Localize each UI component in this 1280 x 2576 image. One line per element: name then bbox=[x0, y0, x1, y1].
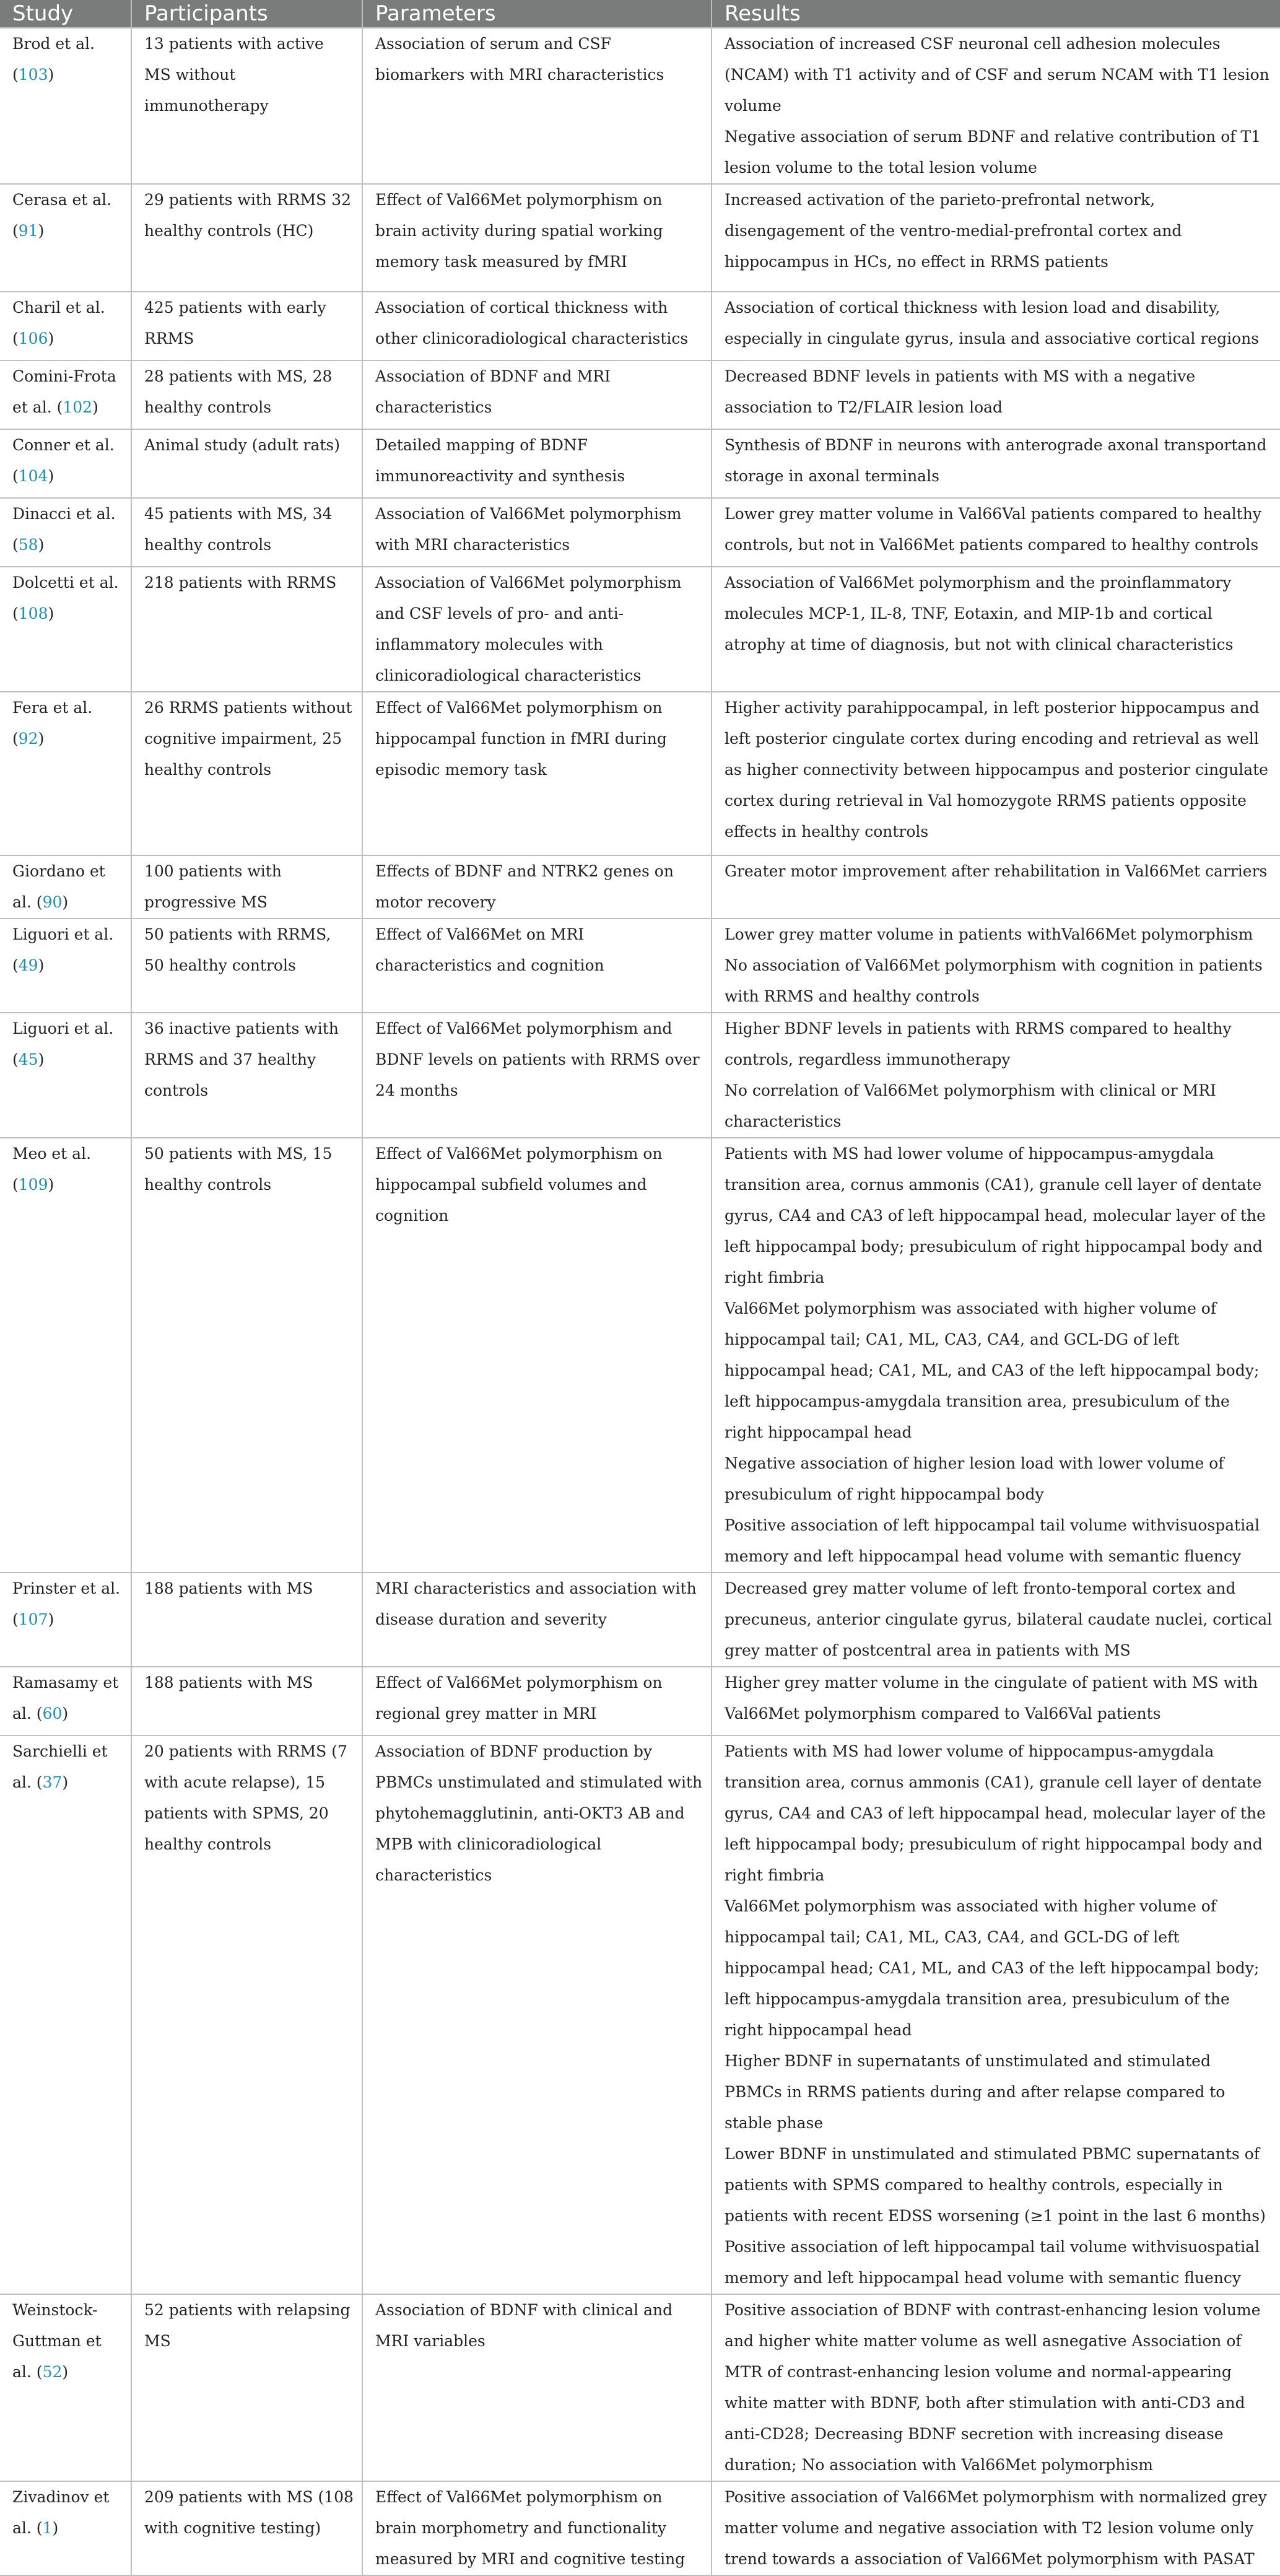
participants-cell: 100 patients with progressive MS bbox=[131, 855, 362, 919]
reference-link[interactable]: 107 bbox=[18, 1610, 48, 1628]
table-row bbox=[0, 1736, 1280, 2294]
result-line: Positive association of left hippocampal tail volume withvisuospatial memory and left hippocampal head volume with semantic fluency bbox=[725, 2238, 1260, 2287]
study-cell: Liguori et al. (45) bbox=[0, 1013, 131, 1138]
participants-cell: 52 patients with relapsing MS bbox=[131, 2294, 362, 2481]
reference-link[interactable]: 109 bbox=[18, 1176, 48, 1194]
participants-cell: Animal study (adult rats) bbox=[131, 429, 362, 498]
result-line: Positive association of Val66Met polymorphism with normalized grey matter volume and negative association with T2 lesion volume only trend towards a association of Val66Met polymorphism with PASAT bbox=[725, 2488, 1267, 2568]
study-cell: Ramasamy et al. (60) bbox=[0, 1667, 131, 1736]
results-cell bbox=[712, 498, 1280, 567]
study-name: Zivadinov et al. bbox=[12, 2488, 110, 2537]
table-row bbox=[0, 28, 1280, 184]
parameters-cell: Effects of BDNF and NTRK2 genes on motor recovery bbox=[362, 855, 712, 919]
results-cell bbox=[712, 567, 1280, 692]
result-line: Higher activity parahippocampal, in left posterior hippocampus and left posterior cingulate cortex during encoding and retrieval as well as higher connectivity between hippocampus and posterior cingulate cortex during retrieval in Val homozygote RRMS patients opposite effects in healthy controls bbox=[725, 699, 1268, 840]
results-cell bbox=[712, 292, 1280, 360]
reference-link[interactable]: 92 bbox=[18, 730, 38, 748]
results-cell bbox=[712, 429, 1280, 498]
parameters-cell: Association of Val66Met polymorphism and CSF levels of pro- and anti-inflammatory molecules with clinicoradiological characteristics bbox=[362, 567, 712, 692]
table-body bbox=[0, 28, 1280, 2575]
participants-cell: 209 patients with MS (108 with cognitive testing) bbox=[131, 2481, 362, 2575]
result-line: No association of Val66Met polymorphism with cognition in patients with RRMS and healthy controls bbox=[725, 956, 1263, 1005]
result-line: Higher BDNF in supernatants of unstimulated and stimulated PBMCs in RRMS patients during and after relapse compared to stable phase bbox=[725, 2052, 1226, 2132]
results-cell bbox=[712, 1667, 1280, 1736]
study-name: Giordano et al. bbox=[12, 862, 105, 911]
reference-link[interactable]: 45 bbox=[18, 1050, 38, 1068]
table-row bbox=[0, 184, 1280, 292]
result-line: Patients with MS had lower volume of hippocampus-amygdala transition area, cornus ammonis (CA1), granule cell layer of dentate gyrus, CA4 and CA3 of left hippocampal head, molecular layer of the left hippocampal body; presubiculum of right hippocampal body and right fimbria bbox=[725, 1742, 1266, 1884]
result-line: No correlation of Val66Met polymorphism with clinical or MRI characteristics bbox=[725, 1081, 1216, 1130]
study-cell: Comini-Frota et al. (102) bbox=[0, 360, 131, 429]
table-row bbox=[0, 292, 1280, 360]
reference-link[interactable]: 108 bbox=[18, 605, 48, 622]
result-line: Patients with MS had lower volume of hippocampus-amygdala transition area, cornus ammonis (CA1), granule cell layer of dentate gyrus, CA4 and CA3 of left hippocampal head, molecular layer of the left hippocampal body; presubiculum of right hippocampal body and right fimbria bbox=[725, 1145, 1266, 1286]
reference-link[interactable]: 91 bbox=[18, 222, 38, 240]
participants-cell: 188 patients with MS bbox=[131, 1573, 362, 1667]
study-cell: Conner et al. (104) bbox=[0, 429, 131, 498]
table-row bbox=[0, 1667, 1280, 1736]
result-line: Lower grey matter volume in Val66Val patients compared to healthy controls, but not in Val66Met patients compared to healthy controls bbox=[725, 505, 1261, 554]
results-cell bbox=[712, 919, 1280, 1013]
reference-link[interactable]: 102 bbox=[63, 398, 93, 416]
study-name: Conner et al. bbox=[12, 436, 115, 454]
result-line: Negative association of higher lesion load with lower volume of presubiculum of right hippocampal body bbox=[725, 1454, 1224, 1503]
reference-link[interactable]: 52 bbox=[42, 2363, 63, 2381]
study-name: Brod et al. bbox=[12, 35, 95, 53]
study-name: Prinster et al. bbox=[12, 1579, 121, 1597]
parameters-cell: Effect of Val66Met polymorphism and BDNF levels on patients with RRMS over 24 months bbox=[362, 1013, 712, 1138]
reference-link[interactable]: 104 bbox=[18, 467, 48, 485]
result-line: Association of Val66Met polymorphism and the proinflammatory molecules MCP-1, IL-8, TNF, Eotaxin, and MIP-1b and cortical atrophy at time of diagnosis, but not with clinical characteristics bbox=[725, 574, 1234, 653]
study-name: Ramasamy et al. bbox=[12, 1674, 119, 1722]
result-line: Lower BDNF in unstimulated and stimulated PBMC supernatants of patients with SPMS compared to healthy controls, especially in patients with recent EDSS worsening (≥1 point in the last 6 months) bbox=[725, 2145, 1266, 2225]
study-cell: Giordano et al. (90) bbox=[0, 855, 131, 919]
participants-cell: 188 patients with MS bbox=[131, 1667, 362, 1736]
table-row bbox=[0, 360, 1280, 429]
study-name: Fera et al. bbox=[12, 699, 93, 717]
results-cell bbox=[712, 360, 1280, 429]
parameters-cell: Association of BDNF and MRI characteristics bbox=[362, 360, 712, 429]
header-study: Study bbox=[0, 0, 131, 28]
table-row bbox=[0, 919, 1280, 1013]
table-row bbox=[0, 2294, 1280, 2481]
results-cell bbox=[712, 1736, 1280, 2294]
results-cell bbox=[712, 184, 1280, 292]
study-cell: Meo et al. (109) bbox=[0, 1138, 131, 1573]
parameters-cell: Association of BDNF production by PBMCs unstimulated and stimulated with phytohemagglutinin, anti-OKT3 AB and MPB with clinicoradiological characteristics bbox=[362, 1736, 712, 2294]
result-line: Association of cortical thickness with lesion load and disability, especially in cingulate gyrus, insula and associative cortical regions bbox=[725, 299, 1260, 347]
result-line: Association of increased CSF neuronal cell adhesion molecules (NCAM) with T1 activity and of CSF and serum NCAM with T1 lesion volume bbox=[725, 35, 1269, 115]
parameters-cell: Association of BDNF with clinical and MRI variables bbox=[362, 2294, 712, 2481]
table-row bbox=[0, 1573, 1280, 1667]
result-line: Synthesis of BDNF in neurons with anterograde axonal transportand storage in axonal terminals bbox=[725, 436, 1267, 485]
results-cell bbox=[712, 2294, 1280, 2481]
participants-cell: 13 patients with active MS without immunotherapy bbox=[131, 28, 362, 184]
participants-cell: 425 patients with early RRMS bbox=[131, 292, 362, 360]
study-name: Cerasa et al. bbox=[12, 191, 112, 209]
participants-cell: 45 patients with MS, 34 healthy controls bbox=[131, 498, 362, 567]
reference-link[interactable]: 1 bbox=[42, 2519, 53, 2537]
study-name: Dinacci et al. bbox=[12, 505, 116, 523]
participants-cell: 29 patients with RRMS 32 healthy controls (HC) bbox=[131, 184, 362, 292]
study-cell: Weinstock-Guttman et al. (52) bbox=[0, 2294, 131, 2481]
parameters-cell: Association of cortical thickness with other clinicoradiological characteristics bbox=[362, 292, 712, 360]
study-name: Comini-Frota et al. bbox=[12, 367, 116, 416]
parameters-cell: Detailed mapping of BDNF immunoreactivity and synthesis bbox=[362, 429, 712, 498]
participants-cell: 20 patients with RRMS (7 with acute relapse), 15 patients with SPMS, 20 healthy controls bbox=[131, 1736, 362, 2294]
result-line: Val66Met polymorphism was associated with higher volume of hippocampal tail; CA1, ML, CA3, CA4, and GCL-DG of left hippocampal head; CA1, ML, and CA3 of the left hippocampal body; left hippocampus-amygdala transition area, presubiculum of the right hippocampal head bbox=[725, 1897, 1260, 2039]
reference-link[interactable]: 60 bbox=[42, 1705, 63, 1722]
result-line: Positive association of BDNF with contrast-enhancing lesion volume and higher white matter volume as well asnegative Association of MTR of contrast-enhancing lesion volume and normal-appearing white matter with BDNF, both after stimulation with anti-CD3 and anti-CD28; Decreasing BDNF secretion with increasing disease duration; No association with Val66Met polymorphism bbox=[725, 2301, 1261, 2474]
result-line: Negative association of serum BDNF and relative contribution of T1 lesion volume to the total lesion volume bbox=[725, 128, 1261, 177]
study-name: Charil et al. bbox=[12, 299, 105, 317]
parameters-cell: Effect of Val66Met polymorphism on hippocampal subfield volumes and cognition bbox=[362, 1138, 712, 1573]
study-name: Sarchielli et al. bbox=[12, 1742, 108, 1791]
results-cell bbox=[712, 28, 1280, 184]
reference-link[interactable]: 90 bbox=[42, 893, 63, 911]
participants-cell: 218 patients with RRMS bbox=[131, 567, 362, 692]
table-row bbox=[0, 498, 1280, 567]
header-row bbox=[0, 0, 1280, 28]
study-cell: Prinster et al. (107) bbox=[0, 1573, 131, 1667]
header-results: Results bbox=[712, 0, 1280, 28]
results-cell bbox=[712, 692, 1280, 855]
study-name: Meo et al. bbox=[12, 1145, 92, 1163]
study-cell: Zivadinov et al. (1) bbox=[0, 2481, 131, 2575]
header-parameters: Parameters bbox=[362, 0, 712, 28]
table-row bbox=[0, 567, 1280, 692]
study-cell: Liguori et al. (49) bbox=[0, 919, 131, 1013]
study-cell: Brod et al. (103) bbox=[0, 28, 131, 184]
table-row bbox=[0, 2481, 1280, 2575]
results-cell bbox=[712, 2481, 1280, 2575]
study-name: Dolcetti et al. bbox=[12, 574, 119, 592]
study-name: Liguori et al. bbox=[12, 1019, 114, 1037]
study-cell: Fera et al. (92) bbox=[0, 692, 131, 855]
result-line: Decreased grey matter volume of left fronto-temporal cortex and precuneus, anterior cingulate gyrus, bilateral caudate nuclei, cortical grey matter of postcentral area in patients with MS bbox=[725, 1579, 1273, 1659]
parameters-cell: Association of Val66Met polymorphism with MRI characteristics bbox=[362, 498, 712, 567]
study-name: Liguori et al. bbox=[12, 925, 114, 943]
participants-cell: 50 patients with RRMS, 50 healthy controls bbox=[131, 919, 362, 1013]
participants-cell: 26 RRMS patients without cognitive impairment, 25 healthy controls bbox=[131, 692, 362, 855]
table-row bbox=[0, 855, 1280, 919]
result-line: Lower grey matter volume in patients withVal66Met polymorphism bbox=[725, 925, 1253, 943]
study-cell: Cerasa et al. (91) bbox=[0, 184, 131, 292]
study-cell: Dinacci et al. (58) bbox=[0, 498, 131, 567]
results-cell bbox=[712, 1138, 1280, 1573]
result-line: Positive association of left hippocampal tail volume withvisuospatial memory and left hippocampal head volume with semantic fluency bbox=[725, 1516, 1260, 1565]
parameters-cell: MRI characteristics and association with disease duration and severity bbox=[362, 1573, 712, 1667]
study-name: Weinstock-Guttman et al. bbox=[12, 2301, 102, 2381]
results-cell bbox=[712, 1013, 1280, 1138]
result-line: Higher grey matter volume in the cingulate of patient with MS with Val66Met polymorphism compared to Val66Val patients bbox=[725, 1674, 1258, 1722]
results-cell bbox=[712, 855, 1280, 919]
study-cell: Dolcetti et al. (108) bbox=[0, 567, 131, 692]
header-participants: Participants bbox=[131, 0, 362, 28]
study-cell: Sarchielli et al. (37) bbox=[0, 1736, 131, 2294]
table-row bbox=[0, 1138, 1280, 1573]
table-row bbox=[0, 429, 1280, 498]
result-line: Greater motor improvement after rehabilitation in Val66Met carriers bbox=[725, 862, 1268, 880]
reference-link[interactable]: 58 bbox=[18, 536, 38, 554]
reference-link[interactable]: 49 bbox=[18, 956, 38, 974]
reference-link[interactable]: 106 bbox=[18, 330, 48, 347]
results-cell bbox=[712, 1573, 1280, 1667]
reference-link[interactable]: 37 bbox=[42, 1773, 63, 1791]
table-row bbox=[0, 1013, 1280, 1138]
parameters-cell: Association of serum and CSF biomarkers with MRI characteristics bbox=[362, 28, 712, 184]
reference-link[interactable]: 103 bbox=[18, 66, 48, 84]
parameters-cell: Effect of Val66Met on MRI characteristics and cognition bbox=[362, 919, 712, 1013]
result-line: Decreased BDNF levels in patients with MS with a negative association to T2/FLAIR lesion load bbox=[725, 367, 1196, 416]
parameters-cell: Effect of Val66Met polymorphism on regional grey matter in MRI bbox=[362, 1667, 712, 1736]
parameters-cell: Effect of Val66Met polymorphism on brain activity during spatial working memory task measured by fMRI bbox=[362, 184, 712, 292]
parameters-cell: Effect of Val66Met polymorphism on brain morphometry and functionality measured by MRI and cognitive testing bbox=[362, 2481, 712, 2575]
participants-cell: 36 inactive patients with RRMS and 37 healthy controls bbox=[131, 1013, 362, 1138]
participants-cell: 28 patients with MS, 28 healthy controls bbox=[131, 360, 362, 429]
result-line: Val66Met polymorphism was associated with higher volume of hippocampal tail; CA1, ML, CA3, CA4, and GCL-DG of left hippocampal head; CA1, ML, and CA3 of the left hippocampal body; left hippocampus-amygdala transition area, presubiculum of the right hippocampal head bbox=[725, 1299, 1260, 1441]
result-line: Higher BDNF levels in patients with RRMS compared to healthy controls, regardless immunotherapy bbox=[725, 1019, 1232, 1068]
result-line: Increased activation of the parieto-prefrontal network, disengagement of the ventro-medial-prefrontal cortex and hippocampus in HCs, no effect in RRMS patients bbox=[725, 191, 1182, 271]
table-row bbox=[0, 692, 1280, 855]
parameters-cell: Effect of Val66Met polymorphism on hippocampal function in fMRI during episodic memory task bbox=[362, 692, 712, 855]
study-cell: Charil et al. (106) bbox=[0, 292, 131, 360]
participants-cell: 50 patients with MS, 15 healthy controls bbox=[131, 1138, 362, 1573]
